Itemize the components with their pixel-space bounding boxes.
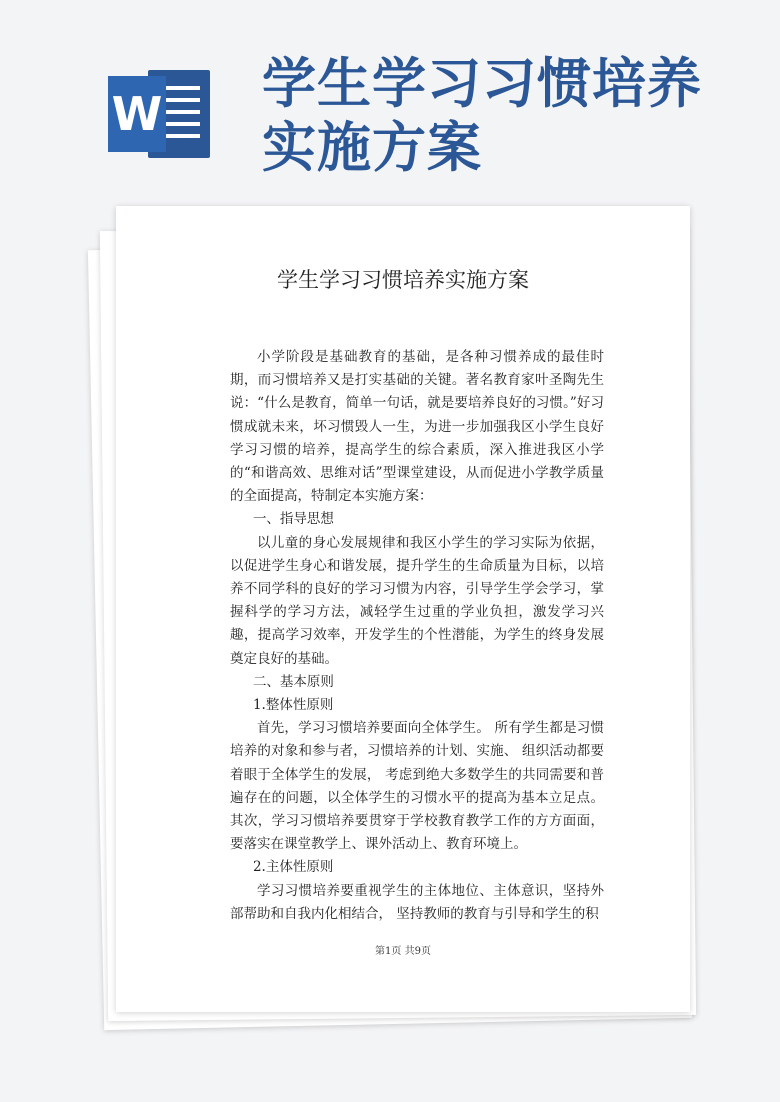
body-paragraph: 首先，学习习惯培养要面向全体学生。 所有学生都是习惯培养的对象和参与者，习惯培养的计划、实施、 组织活动都要着眼于全体学生的发展， 考虑到绝大多数学生的共同需要和普遍存在的问题，以全体学生的习惯水平的提高为基本立足点。其次，学习习惯培养要贯穿于学校教育教学工作的方方面面，要落实在课堂教学上、课外活动上、教育环境上。 bbox=[230, 720, 604, 853]
banner-title-line2: 实施方案 bbox=[262, 116, 482, 179]
word-logo-icon bbox=[108, 66, 210, 162]
section-heading: 二、基本原则 bbox=[252, 673, 334, 690]
body-paragraph: 小学阶段是基础教育的基础，是各种习惯养成的最佳时期，而习惯培养又是打实基础的关键。著名教育家叶圣陶先生说：“什么是教育，简单一句话，就是要培养良好的习惯。”好习惯成就未来，坏习惯毁人一生，为进一步加强我区小学生良好学习习惯的培养，提高学生的综合素质，深入推进我区小学的“和谐高效、思维对话”型课堂建设，从而促进小学教学质量的全面提高，特制定本实施方案： bbox=[230, 349, 604, 505]
section-heading: 1.整体性原则 bbox=[252, 697, 334, 714]
body-paragraph: 以儿童的身心发展规律和我区小学生的学习实际为依据，以促进学生身心和谐发展，提升学生的生命质量为目标，以培养不同学科的良好的学习习惯为内容，引导学生学会学习，掌握科学的学习方法，减轻学生过重的学业负担，激发学习兴趣，提高学习效率，开发学生的个性潜能，为学生的终身发展奠定良好的基础。 bbox=[230, 534, 604, 667]
page-indicator: 第1页 共9页 bbox=[375, 946, 431, 957]
word-w-letter: W bbox=[108, 76, 166, 152]
section-heading: 一、指导思想 bbox=[252, 511, 334, 528]
banner-title bbox=[262, 52, 762, 180]
section-heading: 2.主体性原则 bbox=[252, 859, 334, 876]
document-page[interactable] bbox=[116, 206, 690, 1012]
banner-title-line1: 学生学习习惯培养 bbox=[262, 52, 702, 115]
document-body bbox=[230, 346, 604, 926]
document-title: 学生学习习惯培养实施方案 bbox=[277, 268, 529, 292]
body-paragraph: 学习习惯培养要重视学生的主体地位、主体意识，坚持外部帮助和自我内化相结合， 坚持教师的教育与引导和学生的积 bbox=[230, 882, 604, 922]
